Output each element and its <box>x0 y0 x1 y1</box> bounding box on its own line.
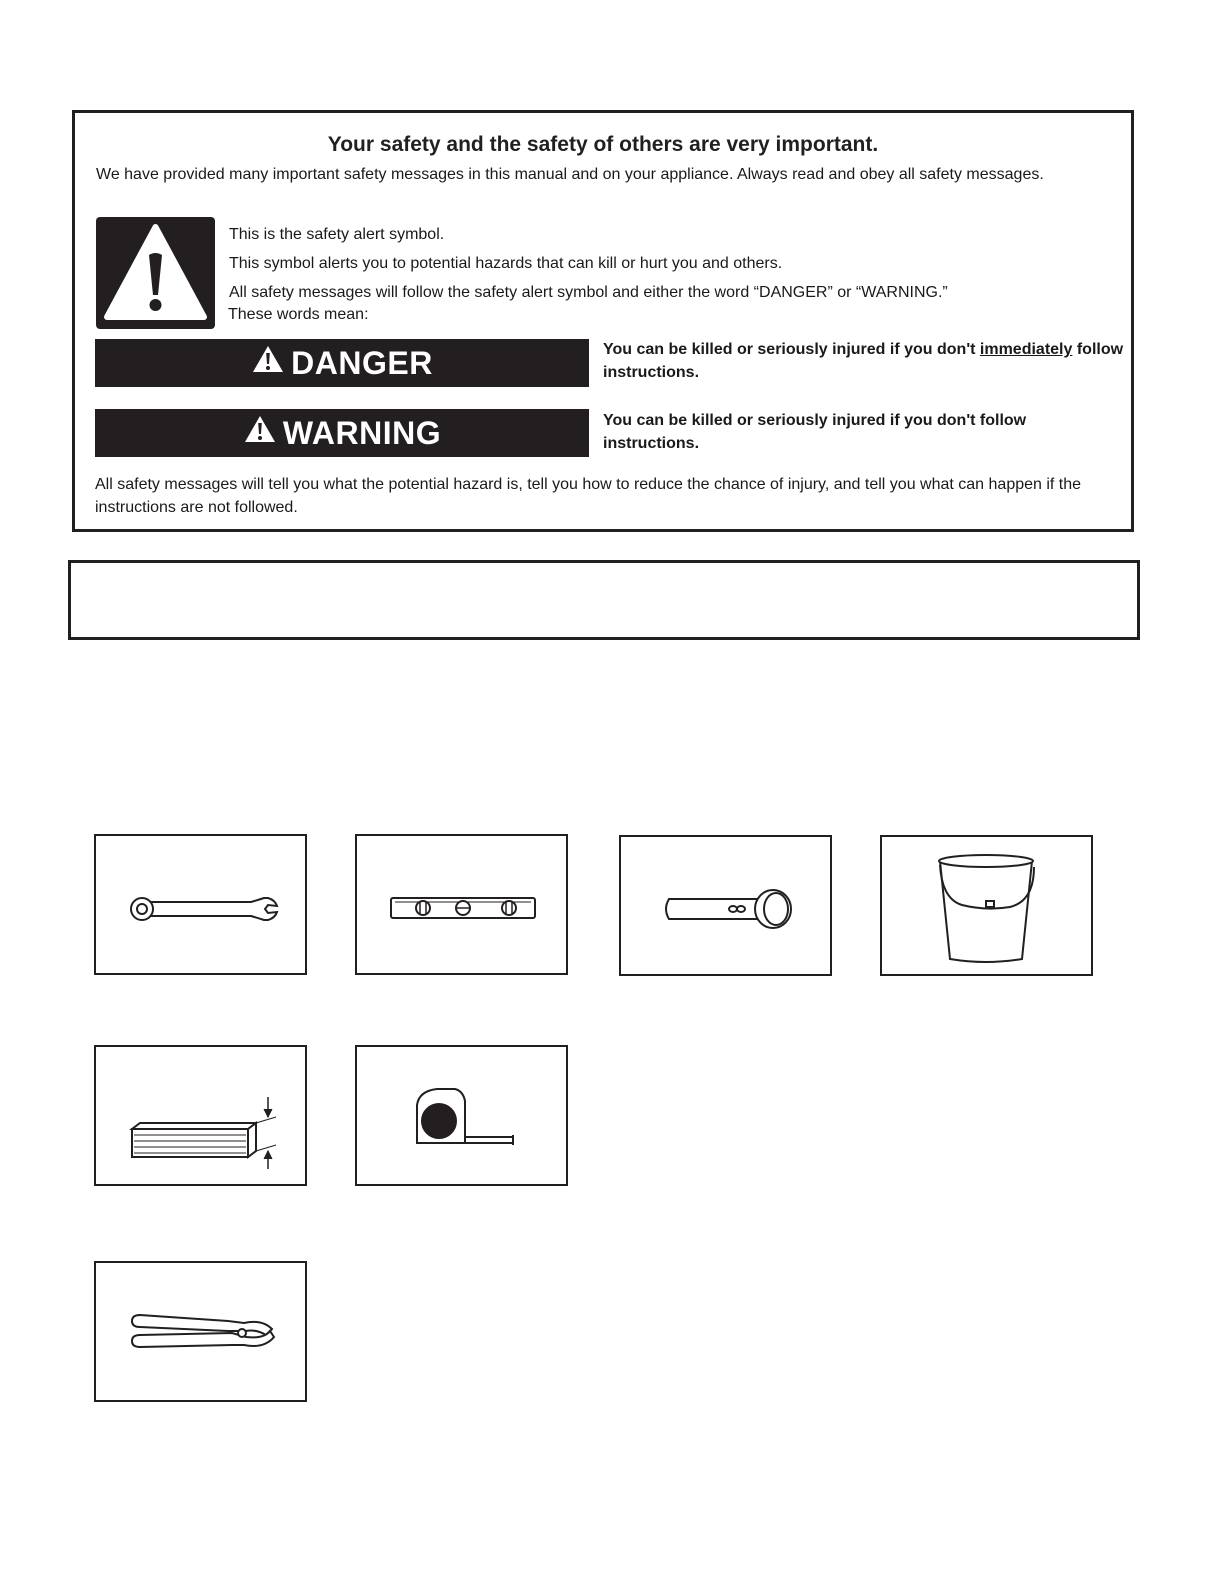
symbol-line-1: This is the safety alert symbol. <box>229 226 445 243</box>
warning-label: WARNING <box>282 414 442 451</box>
level-icon <box>357 836 570 977</box>
wrench-icon <box>96 836 309 977</box>
safety-information-box <box>72 110 1134 532</box>
danger-description <box>603 338 1128 384</box>
tool-wrench <box>94 834 307 975</box>
flashlight-icon <box>621 837 834 978</box>
blank-notice-box <box>68 560 1140 640</box>
safety-intro: We have provided many important safety messages in this manual and on your appliance. Always read and obey all safety messages. <box>96 166 1044 183</box>
danger-label: DANGER <box>291 344 433 381</box>
danger-banner <box>95 339 589 387</box>
bucket-icon <box>882 837 1095 978</box>
tool-wood-block <box>94 1045 307 1186</box>
safety-title: Your safety and the safety of others are very important. <box>327 133 879 156</box>
warning-banner <box>95 409 589 457</box>
safety-closing: All safety messages will tell you what the potential hazard is, tell you how to reduce the chance of injury, and tell you what can happen if the instructions are not followed. <box>95 476 1082 516</box>
tool-bucket <box>880 835 1093 976</box>
pliers-icon <box>96 1263 309 1404</box>
warning-description: You can be killed or seriously injured if you don't follow instructions. <box>603 412 1027 452</box>
symbol-line-2: This symbol alerts you to potential hazards that can kill or hurt you and others. <box>229 255 783 272</box>
tool-level <box>355 834 568 975</box>
symbol-line-3: All safety messages will follow the safety alert symbol and either the word “DANGER” or “WARNING.” <box>229 284 948 301</box>
warning-alert-icon <box>243 414 277 452</box>
danger-desc-before: You can be killed or seriously injured if you don't <box>603 341 980 358</box>
safety-alert-icon <box>96 217 215 329</box>
tool-tape-measure <box>355 1045 568 1186</box>
tape-measure-icon <box>357 1047 570 1188</box>
wood-block-icon <box>96 1047 309 1188</box>
danger-desc-emphasis: immediately <box>979 341 1073 358</box>
symbol-line-4: These words mean: <box>228 306 369 323</box>
danger-alert-icon <box>251 344 285 382</box>
tool-pliers <box>94 1261 307 1402</box>
danger-desc-after: follow instructions. <box>603 341 1124 381</box>
tool-flashlight <box>619 835 832 976</box>
